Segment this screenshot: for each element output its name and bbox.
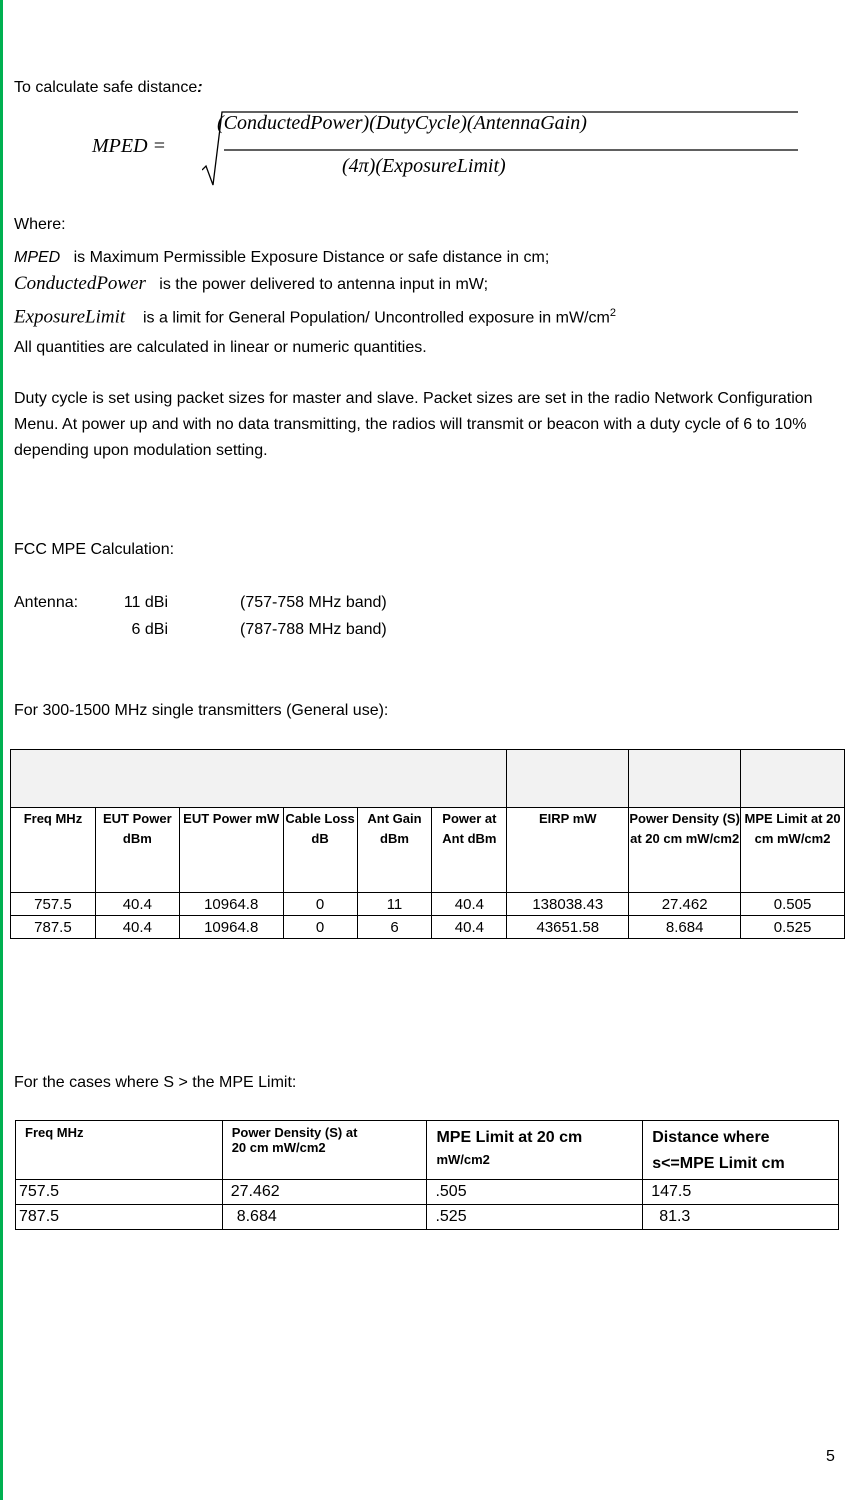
table-cell: 10964.8 [179,916,283,939]
table-cell: 40.4 [95,893,179,916]
table-cell: 787.5 [11,916,96,939]
table-cell: 40.4 [432,893,507,916]
antenna-gain-2: 6 dBi [131,621,168,638]
intro-text: To calculate safe distance: [14,79,203,96]
mpe-table [10,749,845,939]
table-cell: 43651.58 [507,916,629,939]
table-header-row [11,808,845,893]
table-blank-row [11,750,845,808]
where-label: Where: [14,216,66,233]
table-row [16,1205,839,1230]
case-table [15,1120,839,1230]
def-conducted-power: ConductedPower is the power delivered to antenna input in mW; [14,273,489,294]
column-header: Power at Ant dBm [432,808,507,893]
def-mped: MPED is Maximum Permissible Exposure Distance or safe distance in cm; [14,249,550,266]
table-cell: 0 [283,893,357,916]
linear-note: All quantities are calculated in linear or numeric quantities. [14,339,427,356]
table-cell: 8.684 [222,1205,427,1230]
table-cell: 0.525 [741,916,845,939]
table-cell: 138038.43 [507,893,629,916]
column-header: Freq MHz [11,808,96,893]
table-cell: 757.5 [11,893,96,916]
mped-formula [92,110,702,190]
antenna-label: Antenna: [14,594,79,611]
column-header: Distance where s<=MPE Limit cm [643,1121,839,1180]
table-cell: 0.505 [741,893,845,916]
table-cell: .505 [427,1180,643,1205]
table-cell: 10964.8 [179,893,283,916]
table-cell: 27.462 [629,893,741,916]
column-header: Cable Loss dB [283,808,357,893]
margin-rule [0,0,3,1500]
table-cell: 11 [357,893,432,916]
table-row [16,1180,839,1205]
table-cell: 147.5 [643,1180,839,1205]
range-heading: For 300-1500 MHz single transmitters (General use): [14,702,389,719]
table-cell: 40.4 [95,916,179,939]
table-cell: 81.3 [643,1205,839,1230]
table-cell: 40.4 [432,916,507,939]
antenna-band-2: (787-788 MHz band) [240,621,387,638]
table-cell: 757.5 [16,1180,223,1205]
fcc-title: FCC MPE Calculation: [14,541,175,558]
cases-heading: For the cases where S > the MPE Limit: [14,1074,297,1091]
table-cell: 787.5 [16,1205,223,1230]
formula-denominator: (4π)(ExposureLimit) [342,155,506,177]
table-cell: 27.462 [222,1180,427,1205]
column-header: EUT Power mW [179,808,283,893]
page-number: 5 [826,1448,835,1465]
column-header: MPE Limit at 20 cm mW/cm2 [741,808,845,893]
table-cell: .525 [427,1205,643,1230]
table-cell: 6 [357,916,432,939]
table-row [11,893,845,916]
antenna-band-1: (757-758 MHz band) [240,594,387,611]
column-header: MPE Limit at 20 cm mW/cm2 [427,1121,643,1180]
column-header: EUT Power dBm [95,808,179,893]
table-cell: 0 [283,916,357,939]
table-row [11,916,845,939]
column-header: Freq MHz [16,1121,223,1180]
duty-cycle-paragraph: Duty cycle is set using packet sizes for master and slave. Packet sizes are set in the radio Network Configuration Menu. At power up and with no data transmitting, the radios will transmit or beacon with a duty cycle of 6 to 10% depending upon modulation setting. [14,390,813,459]
def-exposure-limit: ExposureLimit is a limit for General Population/ Uncontrolled exposure in $mW/cm^2$ [14,306,616,328]
antenna-gain-1: 11 dBi [123,594,168,611]
column-header: EIRP mW [507,808,629,893]
column-header: Power Density (S) at 20 cm mW/cm2 [222,1121,427,1180]
table-cell: 8.684 [629,916,741,939]
column-header: Ant Gain dBm [357,808,432,893]
formula-lhs: MPED = [92,135,167,157]
column-header: Power Density (S) at 20 cm mW/cm2 [629,808,741,893]
table-header-row [16,1121,839,1180]
formula-numerator: (ConductedPower)(DutyCycle)(AntennaGain) [217,112,587,134]
